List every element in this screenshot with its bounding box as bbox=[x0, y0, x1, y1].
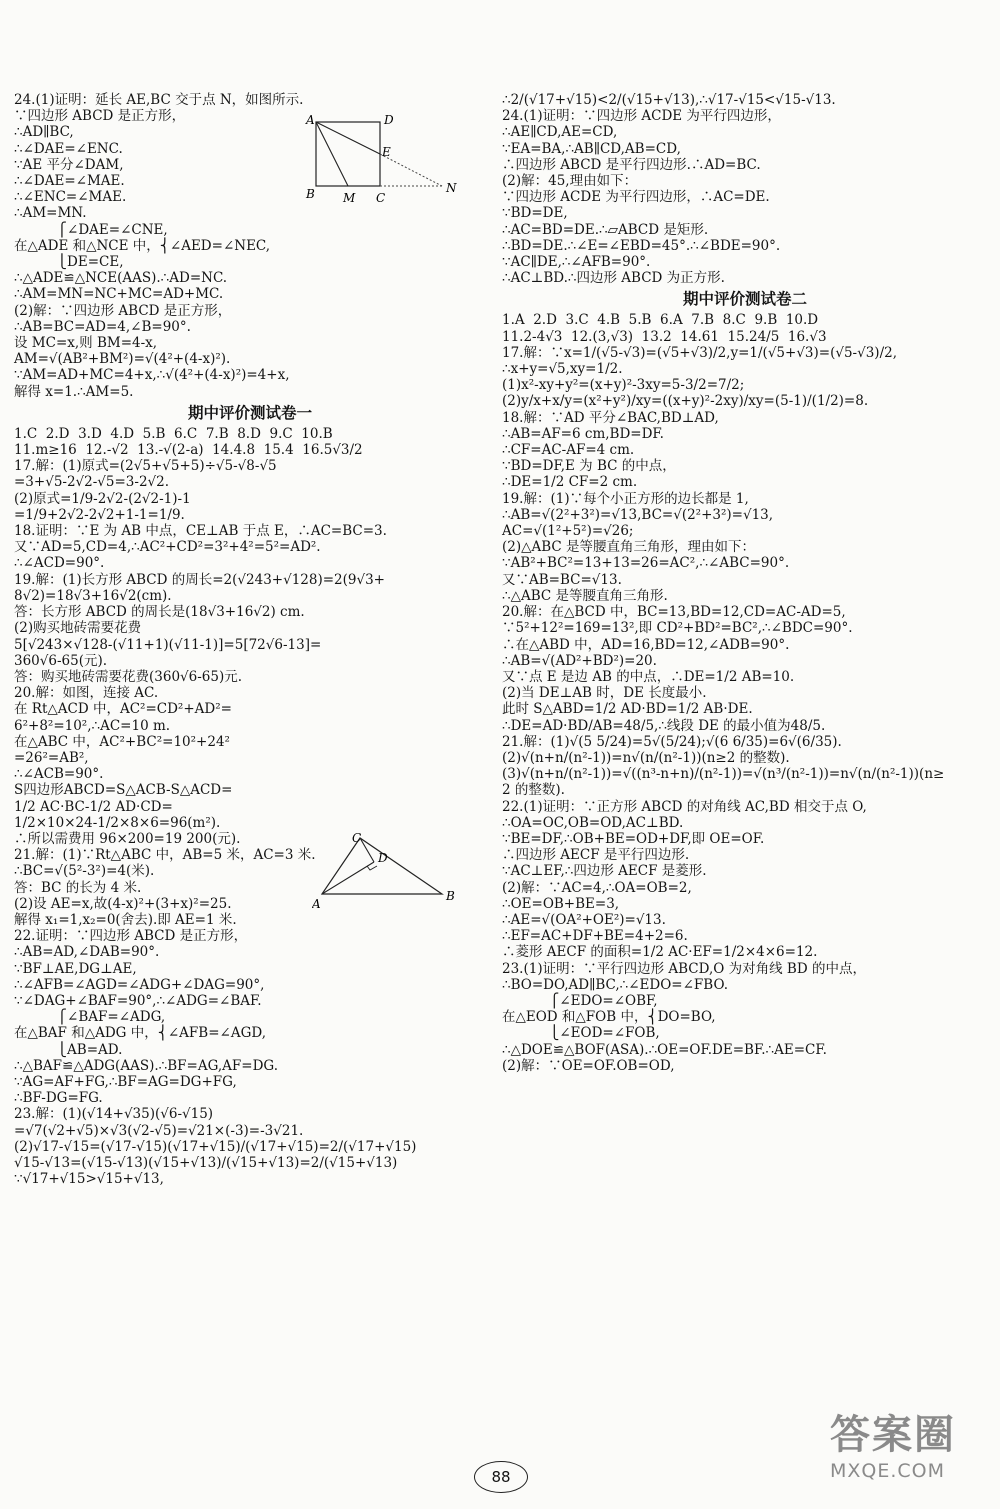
label-m: M bbox=[343, 191, 356, 205]
watermark-url: MXQE.COM bbox=[830, 1460, 946, 1482]
text-line: ∴x+y=√5,xy=1/2. bbox=[502, 361, 623, 378]
text-line: 答：购买地砖需要花费(360√6-65)元. bbox=[14, 668, 243, 685]
text-line: ∵四边形 ABCD 是正方形， bbox=[14, 108, 186, 125]
text-line: 17.解：(1)原式=(2√5+√5+5)÷√5-√8-√5 bbox=[14, 458, 277, 475]
text-line: ∴OA=OC,OB=OD,AC⊥BD. bbox=[502, 814, 684, 831]
text-line: ∵BF⊥AE,DG⊥AE, bbox=[14, 960, 137, 977]
text-line: ∴∠DAE=∠MAE. bbox=[14, 173, 125, 190]
text-line: 在△EOD 和△FOB 中，⎨DO=BO, bbox=[502, 1009, 716, 1026]
text-line: ⎧∠DAE=∠CNE, bbox=[14, 221, 168, 238]
text-line: 11.2-4√3 12.(3,√3) 13.2 14.61 15.24/5 16.√3 bbox=[502, 328, 827, 345]
text-line: ∴CF=AC-AF=4 cm. bbox=[502, 442, 635, 459]
text-line: ∴∠DAE=∠ENC. bbox=[14, 140, 123, 157]
section-title: 期中评价测试卷二 bbox=[682, 289, 807, 309]
text-line: ∴AM=MN. bbox=[14, 205, 87, 222]
text-line: 19.解：(1)∵每个小正方形的边长都是 1, bbox=[502, 490, 749, 507]
text-line: ∵EA=BA,∴AB∥CD,AB=CD, bbox=[502, 140, 681, 157]
text-line: 23.(1)证明：∵平行四边形 ABCD,O 为对角线 BD 的中点， bbox=[502, 960, 866, 977]
text-line: ∴△ABC 是等腰直角三角形. bbox=[502, 587, 668, 604]
text-line: 1.A 2.D 3.C 4.B 5.B 6.A 7.B 8.C 9.B 10.D bbox=[502, 312, 819, 329]
text-line: ∴在△ABD 中，AD=16,BD=12,∠ADB=90°. bbox=[502, 636, 790, 653]
text-line: 设 MC=x,则 BM=4-x, bbox=[14, 335, 158, 352]
text-line: ∴BF-DG=FG. bbox=[14, 1090, 103, 1107]
watermark-text: 答案圈 bbox=[830, 1412, 956, 1458]
text-line: ∴菱形 AECF 的面积=1/2 AC·EF=1/2×4×6=12. bbox=[502, 944, 818, 961]
text-line: ∴AM=MN=NC+MC=AD+MC. bbox=[14, 286, 224, 303]
text-line: ∵5²+12²=169=13²,即 CD²+BD²=BC²,∴∠BDC=90°. bbox=[502, 620, 853, 637]
text-line: ∵AC⊥EF,∴四边形 AECF 是菱形. bbox=[502, 863, 707, 880]
text-line: ∴AD∥BC, bbox=[14, 124, 74, 141]
text-line: ∴所以需费用 96×200=19 200(元). bbox=[14, 830, 241, 847]
text-line: √15-√13=(√15-√13)(√15+√13)/(√15+√13)=2/(√15+√13) bbox=[14, 1155, 398, 1171]
text-line: =1/9+2√2-2√2+1-1=1/9. bbox=[14, 506, 185, 523]
text-line: ∵AC∥DE,∴∠AFB=90°. bbox=[502, 254, 651, 271]
text-line: 19.解：(1)长方形 ABCD 的周长=2(√243+√128)=2(9√3+ bbox=[14, 571, 385, 588]
section-title: 期中评价测试卷一 bbox=[187, 402, 312, 422]
text-line: ∴△DOE≌△BOF(ASA).∴OE=OF.DE=BF.∴AE=CF. bbox=[502, 1041, 827, 1058]
text-line: ∴AB=AD,∠DAB=90°. bbox=[14, 944, 160, 961]
text-line: 在△ABC 中，AC²+BC²=10²+24² bbox=[14, 733, 230, 750]
text-line: ∴△ADE≌△NCE(AAS).∴AD=NC. bbox=[14, 270, 228, 287]
text-line: 在△ADE 和△NCE 中，⎨∠AED=∠NEC, bbox=[14, 237, 271, 254]
text-line: 20.解：如图，连接 AC. bbox=[14, 685, 159, 702]
text-line: AM=√(AB²+BM²)=√(4²+(4-x)²). bbox=[14, 351, 231, 368]
text-line: ∴∠ENC=∠MAE. bbox=[14, 189, 127, 206]
text-line: ∴BO=DO,AD∥BC,∴∠EDO=∠FBO. bbox=[502, 976, 729, 993]
text-line: ∵√17+√15>√15+√13, bbox=[14, 1171, 164, 1188]
text-line: (2)解：∵OE=OF.OB=OD, bbox=[502, 1057, 675, 1074]
text-line: 22.证明：∵四边形 ABCD 是正方形， bbox=[14, 928, 248, 945]
text-line: =√7(√2+√5)×√3(√2-√5)=√21×(-3)=-3√21. bbox=[14, 1122, 304, 1139]
text-line: ∴DE=AD·BD/AB=48/5,∴线段 DE 的最小值为48/5. bbox=[502, 717, 826, 734]
label-b: B bbox=[306, 187, 315, 201]
text-line: (2)原式=1/9-2√2-(2√2-1)-1 bbox=[14, 490, 191, 507]
text-line: ⎩AB=AD. bbox=[14, 1041, 123, 1058]
text-line: 答：BC 的长为 4 米. bbox=[14, 879, 142, 896]
text-line: ∴AB=AF=6 cm,BD=DF. bbox=[502, 425, 664, 442]
text-line: 又∵AB=BC=√13. bbox=[502, 571, 622, 588]
text-line: =26²=AB², bbox=[14, 749, 89, 766]
text-line: 在△BAF 和△ADG 中，⎨∠AFB=∠AGD, bbox=[14, 1025, 267, 1042]
text-line: ∵BE=DF,∴OB+BE=OD+DF,即 OE=OF. bbox=[502, 830, 765, 847]
text-line: ∵∠DAG+∠BAF=90°,∴∠ADG=∠BAF. bbox=[14, 992, 262, 1009]
text-line: ∴AB=√(2²+3²)=√13,BC=√(2²+3²)=√13, bbox=[502, 506, 774, 523]
text-line: ⎧∠EDO=∠OBF, bbox=[502, 992, 658, 1009]
text-line: 24.(1)证明：延长 AE,BC 交于点 N，如图所示. bbox=[14, 92, 304, 108]
text-line: =3+√5-2√2-√5=3-2√2. bbox=[14, 474, 170, 491]
text-line: (2)解：∵AC=4,∴OA=OB=2, bbox=[502, 879, 692, 896]
text-line: ∴AB=√(AD²+BD²)=20. bbox=[502, 652, 657, 669]
text-line: ∵AE 平分∠DAM, bbox=[14, 156, 124, 173]
text-line: (2)设 AE=x,故(4-x)²+(3+x)²=25. bbox=[14, 895, 232, 912]
text-line: 18.解：∵AD 平分∠BAC,BD⊥AD, bbox=[502, 409, 719, 426]
text-line: (2)解：45,理由如下： bbox=[502, 173, 638, 190]
text-line: 又∵AD=5,CD=4,∴AC²+CD²=3²+4²=5²=AD². bbox=[14, 539, 321, 556]
label-e: E bbox=[382, 145, 391, 159]
text-line: AC=√(1²+5²)=√26; bbox=[502, 523, 634, 540]
text-line: ∵BD=DF,E 为 BC 的中点， bbox=[502, 458, 676, 475]
text-line: 17.解：∵x=1/(√5-√3)=(√5+√3)/2,y=1/(√5+√3)=(√5-√3)/2, bbox=[502, 344, 898, 361]
text-line: ∴BC=√(5²-3²)=4(米). bbox=[14, 863, 155, 880]
label-n: N bbox=[446, 181, 457, 195]
text-line: ∴四边形 AECF 是平行四边形. bbox=[502, 847, 690, 864]
text-line: ∴AB=BC=AD=4,∠B=90°. bbox=[14, 318, 191, 335]
text-line: ∴DE=1/2 CF=2 cm. bbox=[502, 474, 638, 491]
text-line: S四边形ABCD=S△ACB-S△ACD= bbox=[14, 782, 233, 799]
text-line: ⎧∠BAF=∠ADG, bbox=[14, 1009, 166, 1026]
text-line: 8√2)=18√3+16√2(cm). bbox=[14, 587, 172, 604]
text-line: ⎩DE=CE, bbox=[14, 254, 124, 271]
label-b: B bbox=[446, 889, 455, 903]
watermark-logo bbox=[830, 1410, 990, 1500]
text-line: ∴∠ACB=90°. bbox=[14, 766, 104, 783]
label-a: A bbox=[312, 897, 321, 911]
text-line: ∴四边形 ABCD 是平行四边形.∴AD=BC. bbox=[502, 156, 761, 173]
text-line: 解得 x=1.∴AM=5. bbox=[14, 383, 134, 400]
text-line: (2)√(n+n/(n²-1))=n√(n/(n²-1))(n≥2 的整数). bbox=[502, 749, 790, 766]
text-line: 22.(1)证明：∵正方形 ABCD 的对角线 AC,BD 相交于点 O, bbox=[502, 798, 867, 815]
text-line: (2)△ABC 是等腰直角三角形，理由如下： bbox=[502, 539, 756, 556]
text-line: 1/2×10×24-1/2×8×6=96(m²). bbox=[14, 814, 221, 831]
text-line: (2)解：∵四边形 ABCD 是正方形， bbox=[14, 302, 232, 319]
text-line: 又∵点 E 是边 AB 的中点，∴DE=1/2 AB=10. bbox=[502, 668, 795, 685]
text-line: 23.解：(1)(√14+√35)(√6-√15) bbox=[14, 1106, 214, 1123]
text-line: 18.证明：∵E 为 AB 中点，CE⊥AB 于点 E，∴AC=BC=3. bbox=[14, 523, 387, 540]
page-number: 88 bbox=[474, 1461, 528, 1493]
text-line: 1/2 AC·BC-1/2 AD·CD= bbox=[14, 798, 173, 815]
text-line: 24.(1)证明：∵四边形 ACDE 为平行四边形， bbox=[502, 108, 781, 125]
text-line: 11.m≥16 12.-√2 13.-√(2-a) 14.4.8 15.4 16.5√3/2 bbox=[14, 442, 363, 459]
text-line: 21.解：(1)√(5 5/24)=5√(5/24);√(6 6/35)=6√(6/35). bbox=[502, 733, 842, 750]
text-line: (2)y/x+x/y=(x²+y²)/xy=((x+y)²-2xy)/xy=(5-1)/(1/2)=8. bbox=[502, 393, 869, 410]
text-line: ∴AC=BD=DE.∴▱ABCD 是矩形. bbox=[502, 221, 709, 238]
text-line: ∵四边形 ACDE 为平行四边形，∴AC=DE. bbox=[502, 189, 770, 206]
text-line: ∴EF=AC+DF+BE=4+2=6. bbox=[502, 928, 688, 945]
text-line: 6²+8²=10²,∴AC=10 m. bbox=[14, 717, 171, 734]
text-line: 5[√243×√128-(√11+1)(√11-1)]=5[72√6-13]= bbox=[14, 636, 322, 653]
text-line: ∵BD=DE, bbox=[502, 205, 568, 222]
text-line: (2)√17-√15=(√17-√15)(√17+√15)/(√17+√15)=2/(√17+√15) bbox=[14, 1138, 417, 1155]
label-d: D bbox=[384, 113, 394, 127]
text-line: ⎩∠EOD=∠FOB, bbox=[502, 1025, 660, 1042]
text-line: ∴AE∥CD,AE=CD, bbox=[502, 124, 618, 141]
text-line: ∵AB²+BC²=13+13=26=AC²,∴∠ABC=90°. bbox=[502, 555, 790, 572]
right-column bbox=[502, 92, 988, 1074]
text-line: ∴2/(√17+√15)<2/(√15+√13),∴√17-√15<√15-√13. bbox=[502, 92, 836, 108]
text-line: ∴AE=√(OA²+OE²)=√13. bbox=[502, 911, 666, 928]
label-d: D bbox=[378, 851, 388, 865]
text-line: 21.解：(1)∵Rt△ABC 中，AB=5 米，AC=3 米. bbox=[14, 847, 316, 864]
text-line: ∵AG=AF+FG,∴BF=AG=DG+FG, bbox=[14, 1073, 237, 1090]
text-line: (2)购买地砖需要花费 bbox=[14, 620, 142, 637]
text-line: 此时 S△ABD=1/2 AD·BD=1/2 AB·DE. bbox=[502, 701, 753, 718]
label-c: C bbox=[352, 832, 362, 845]
text-line: ∵AM=AD+MC=4+x,∴√(4²+(4-x)²)=4+x, bbox=[14, 367, 290, 384]
text-line: ∴OE=OB+BE=3, bbox=[502, 895, 620, 912]
text-line: (2)当 DE⊥AB 时，DE 长度最小. bbox=[502, 685, 707, 702]
text-line: 答：长方形 ABCD 的周长是(18√3+16√2) cm. bbox=[14, 604, 305, 621]
text-line: ∴△BAF≌△ADG(AAS).∴BF=AG,AF=DG. bbox=[14, 1057, 279, 1074]
text-line: ∴AC⊥BD.∴四边形 ABCD 为正方形. bbox=[502, 270, 725, 287]
text-line: 360√6-65(元). bbox=[14, 652, 108, 669]
left-column bbox=[14, 92, 486, 1187]
text-line: 解得 x₁=1,x₂=0(舍去).即 AE=1 米. bbox=[14, 911, 237, 928]
text-line: 2 的整数). bbox=[502, 782, 565, 799]
text-line: (3)√(n+n/(n²-1))=√((n³-n+n)/(n²-1))=√(n³/(n²-1))=n√(n/(n²-1))(n≥ bbox=[502, 766, 945, 783]
text-line: 在 Rt△ACD 中，AC²=CD²+AD²= bbox=[14, 701, 232, 718]
label-a: A bbox=[306, 113, 315, 127]
text-line: ∴BD=DE.∴∠E=∠EBD=45°.∴∠BDE=90°. bbox=[502, 237, 781, 254]
text-line: 1.C 2.D 3.D 4.D 5.B 6.C 7.B 8.D 9.C 10.B bbox=[14, 425, 333, 442]
text-line: 20.解：在△BCD 中，BC=13,BD=12,CD=AC-AD=5, bbox=[502, 604, 846, 621]
text-line: ∴∠AFB=∠AGD=∠ADG+∠DAG=90°, bbox=[14, 976, 265, 993]
label-c: C bbox=[376, 191, 386, 205]
text-line: (1)x²-xy+y²=(x+y)²-3xy=5-3/2=7/2; bbox=[502, 377, 745, 394]
text-line: ∴∠ACD=90°. bbox=[14, 555, 105, 572]
